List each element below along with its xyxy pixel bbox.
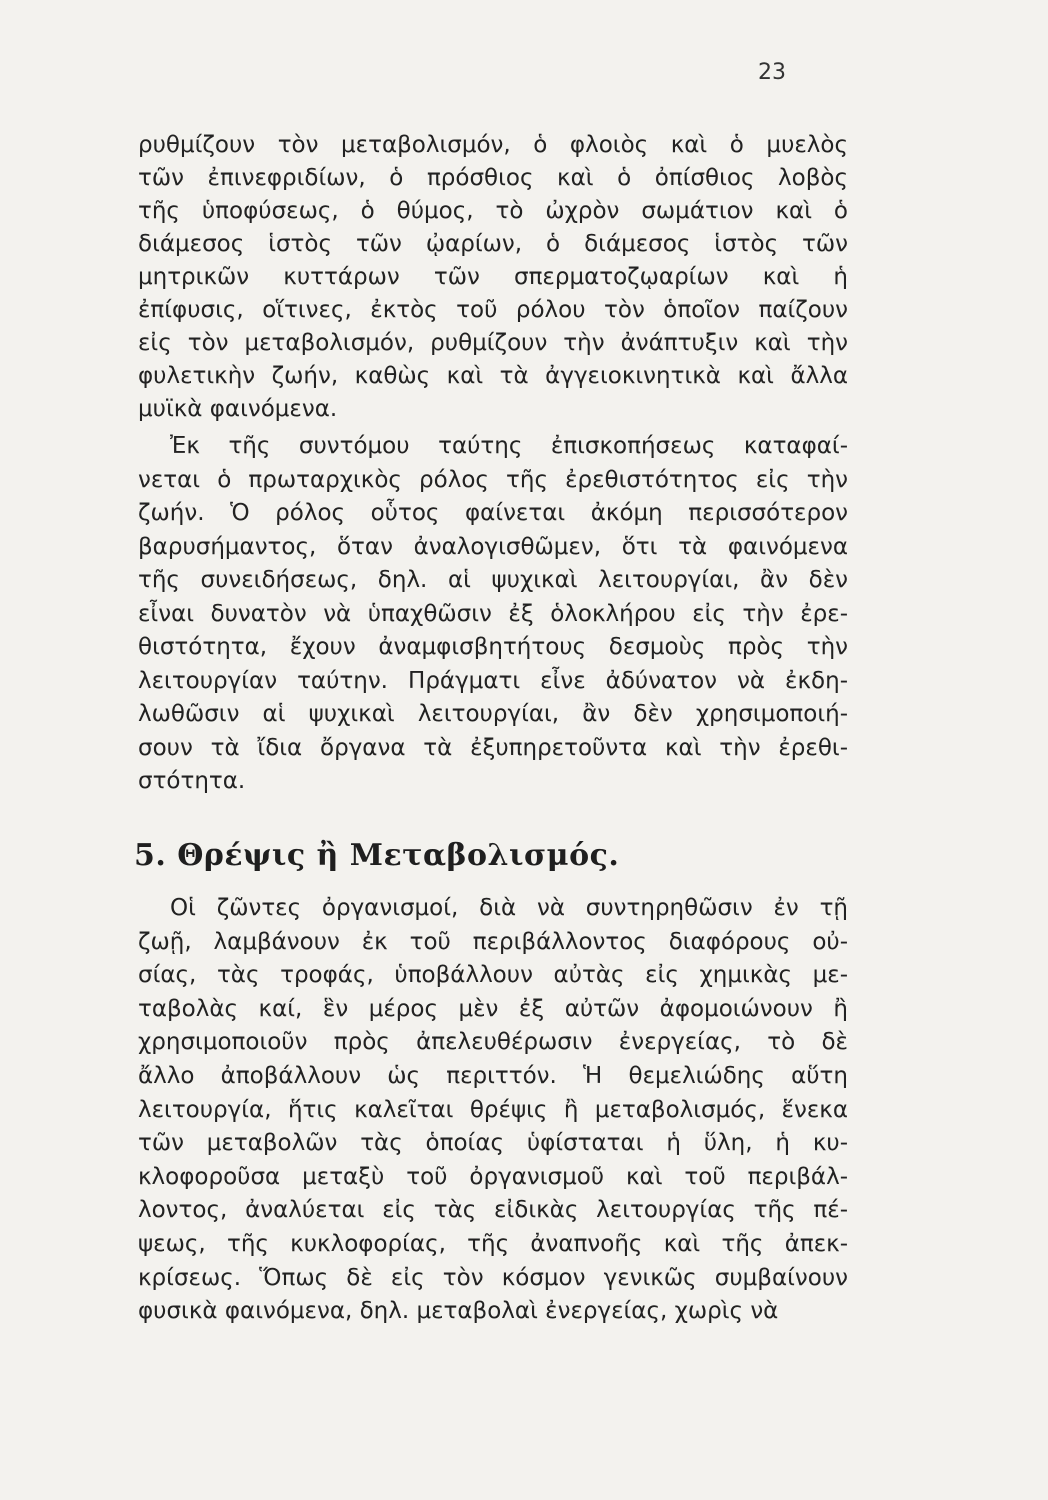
text-line: ζωήν. Ὁ ρόλος οὗτος φαίνεται ἀκόμη περισσότερον — [138, 500, 848, 526]
text-line: ζωῇ, λαμβάνουν ἐκ τοῦ περιβάλλοντος διαφόρους οὐ- — [138, 928, 848, 955]
text-line: ἄλλο ἀποβάλλουν ὡς περιττόν. Ἡ θεμελιώδης αὕτη — [138, 1063, 848, 1089]
text-line: λοντος, ἀναλύεται εἰς τὰς εἰδικὰς λειτουργίας τῆς πέ- — [138, 1197, 848, 1224]
section-heading: 5. Θρέψις ἢ Μεταβολισμός. — [134, 838, 620, 873]
text-line: χρησιμοποιοῦν πρὸς ἀπελευθέρωσιν ἐνεργείας, τὸ δὲ — [138, 1029, 848, 1056]
text-line: τῆς συνειδήσεως, δηλ. αἱ ψυχικαὶ λειτουργίαι, ἂν δὲν — [138, 567, 848, 593]
text-line: τῆς ὑποφύσεως, ὁ θύμος, τὸ ὠχρὸν σωμάτιον καὶ ὁ — [138, 198, 848, 224]
text-line: λωθῶσιν αἱ ψυχικαὶ λειτουργίαι, ἂν δὲν χρησιμοποιή- — [138, 701, 848, 727]
text-line: διάμεσος ἱστὸς τῶν ᾠαρίων, ὁ διάμεσος ἱστὸς τῶν — [138, 231, 848, 257]
text-line: λειτουργία, ἥτις καλεῖται θρέψις ἢ μεταβολισμός, ἕνεκα — [138, 1096, 848, 1123]
text-line: κλοφοροῦσα μεταξὺ τοῦ ὀργανισμοῦ καὶ τοῦ περιβάλ- — [138, 1163, 848, 1190]
text-line: Οἱ ζῶντες ὀργανισμοί, διὰ νὰ συντηρηθῶσιν ἐν τῇ — [170, 895, 848, 921]
text-line: ψεως, τῆς κυκλοφορίας, τῆς ἀναπνοῆς καὶ τῆς ἀπεκ- — [138, 1231, 848, 1257]
text-line: φυσικὰ φαινόμενα, δηλ. μεταβολαὶ ἐνεργείας, χωρὶς νὰ — [138, 1298, 779, 1325]
text-line: Ἐκ τῆς συντόμου ταύτης ἐπισκοπήσεως καταφαί- — [170, 433, 848, 459]
text-line: μυϊκὰ φαινόμενα. — [138, 396, 338, 422]
text-line: τῶν μεταβολῶν τὰς ὁποίας ὑφίσταται ἡ ὕλη, ἡ κυ- — [138, 1130, 848, 1157]
text-line: μητρικῶν κυττάρων τῶν σπερματοζῳαρίων καὶ ἡ — [138, 264, 848, 290]
text-line: ἐπίφυσις, οἵτινες, ἐκτὸς τοῦ ρόλου τὸν ὁποῖον παίζουν — [138, 297, 848, 323]
text-line: φυλετικὴν ζωήν, καθὼς καὶ τὰ ἀγγειοκινητικὰ καὶ ἄλλα — [138, 363, 848, 389]
text-line: θιστότητα, ἔχουν ἀναμφισβητήτους δεσμοὺς πρὸς τὴν — [138, 634, 848, 660]
text-line: ταβολὰς καί, ἓν μέρος μὲν ἐξ αὐτῶν ἀφομοιώνουν ἢ — [138, 995, 848, 1022]
text-line: βαρυσήμαντος, ὅταν ἀναλογισθῶμεν, ὅτι τὰ φαινόμενα — [138, 533, 848, 560]
text-line: σίας, τὰς τροφάς, ὑποβάλλουν αὐτὰς εἰς χημικὰς με- — [138, 962, 848, 989]
text-line: τῶν ἐπινεφριδίων, ὁ πρόσθιος καὶ ὁ ὀπίσθιος λοβὸς — [138, 165, 848, 191]
page-number: 23 — [758, 60, 786, 85]
text-line: νεται ὁ πρωταρχικὸς ρόλος τῆς ἐρεθιστότητος εἰς τὴν — [138, 466, 848, 493]
text-line: κρίσεως. Ὅπως δὲ εἰς τὸν κόσμον γενικῶς συμβαίνουν — [138, 1264, 848, 1291]
text-line: λειτουργίαν ταύτην. Πράγματι εἶνε ἀδύνατον νὰ ἐκδη- — [138, 667, 848, 694]
text-line: εἶναι δυνατὸν νὰ ὑπαχθῶσιν ἐξ ὁλοκλήρου εἰς τὴν ἐρε- — [138, 600, 848, 627]
text-line: ρυθμίζουν τὸν μεταβολισμόν, ὁ φλοιὸς καὶ ὁ μυελὸς — [138, 132, 848, 158]
text-line: εἰς τὸν μεταβολισμόν, ρυθμίζουν τὴν ἀνάπτυξιν καὶ τὴν — [138, 330, 848, 356]
text-line: σουν τὰ ἴδια ὄργανα τὰ ἐξυπηρετοῦντα καὶ τὴν ἐρεθι- — [138, 734, 848, 761]
text-line: στότητα. — [138, 768, 246, 794]
